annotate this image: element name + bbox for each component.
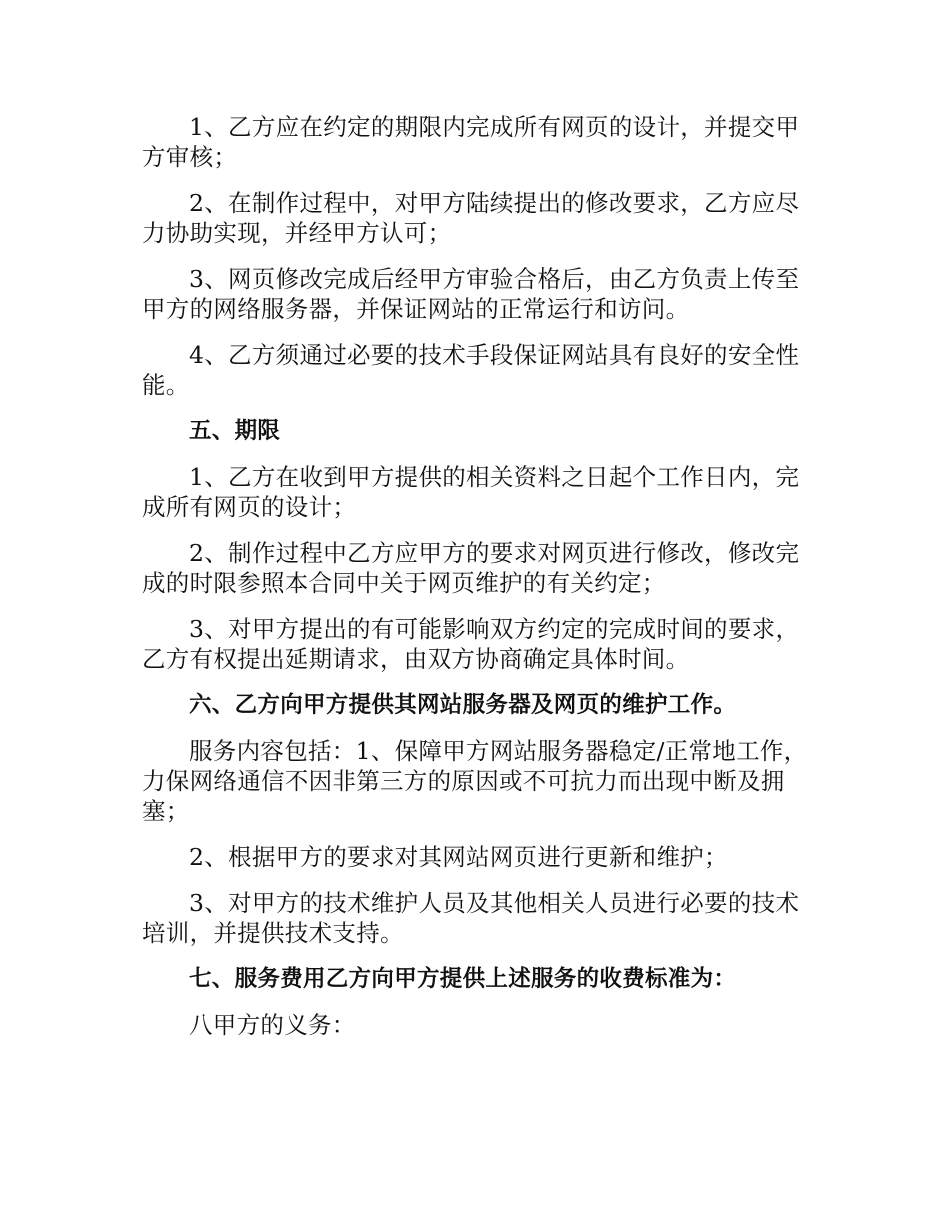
clause-5-1: 1、乙方在收到甲方提供的相关资料之日起个工作日内，完成所有网页的设计；	[142, 463, 800, 521]
clause-6-2: 2、根据甲方的要求对其网站网页进行更新和维护；	[189, 843, 728, 871]
section-5-heading: 五、期限	[189, 418, 281, 444]
clause-5-3: 3、对甲方提出的有可能影响双方约定的完成时间的要求，乙方有权提出延期请求，由双方协商确定具体时间。	[142, 615, 800, 673]
clause-4-3: 3、网页修改完成后经甲方审验合格后，由乙方负责上传至甲方的网络服务器，并保证网站的正常运行和访问。	[142, 265, 800, 323]
clause-6-1: 服务内容包括：1、保障甲方网站服务器稳定/正常地工作，力保网络通信不因非第三方的原因或不可抗力而出现中断及拥塞；	[142, 737, 808, 825]
section-8-line: 八甲方的义务：	[189, 1011, 356, 1039]
document-page	[142, 112, 808, 1056]
clause-4-4: 4、乙方须通过必要的技术手段保证网站具有良好的安全性能。	[142, 341, 800, 399]
section-7-heading: 七、服务费用乙方向甲方提供上述服务的收费标准为：	[189, 966, 737, 992]
clause-4-2: 2、在制作过程中，对甲方陆续提出的修改要求，乙方应尽力协助实现，并经甲方认可；	[142, 189, 800, 247]
section-6-heading: 六、乙方向甲方提供其网站服务器及网页的维护工作。	[189, 692, 737, 718]
clause-4-1: 1、乙方应在约定的期限内完成所有网页的设计，并提交甲方审核；	[142, 113, 800, 171]
clause-6-3: 3、对甲方的技术维护人员及其他相关人员进行必要的技术培训，并提供技术支持。	[142, 889, 800, 947]
clause-5-2: 2、制作过程中乙方应甲方的要求对网页进行修改，修改完成的时限参照本合同中关于网页维护的有关约定；	[142, 539, 800, 597]
